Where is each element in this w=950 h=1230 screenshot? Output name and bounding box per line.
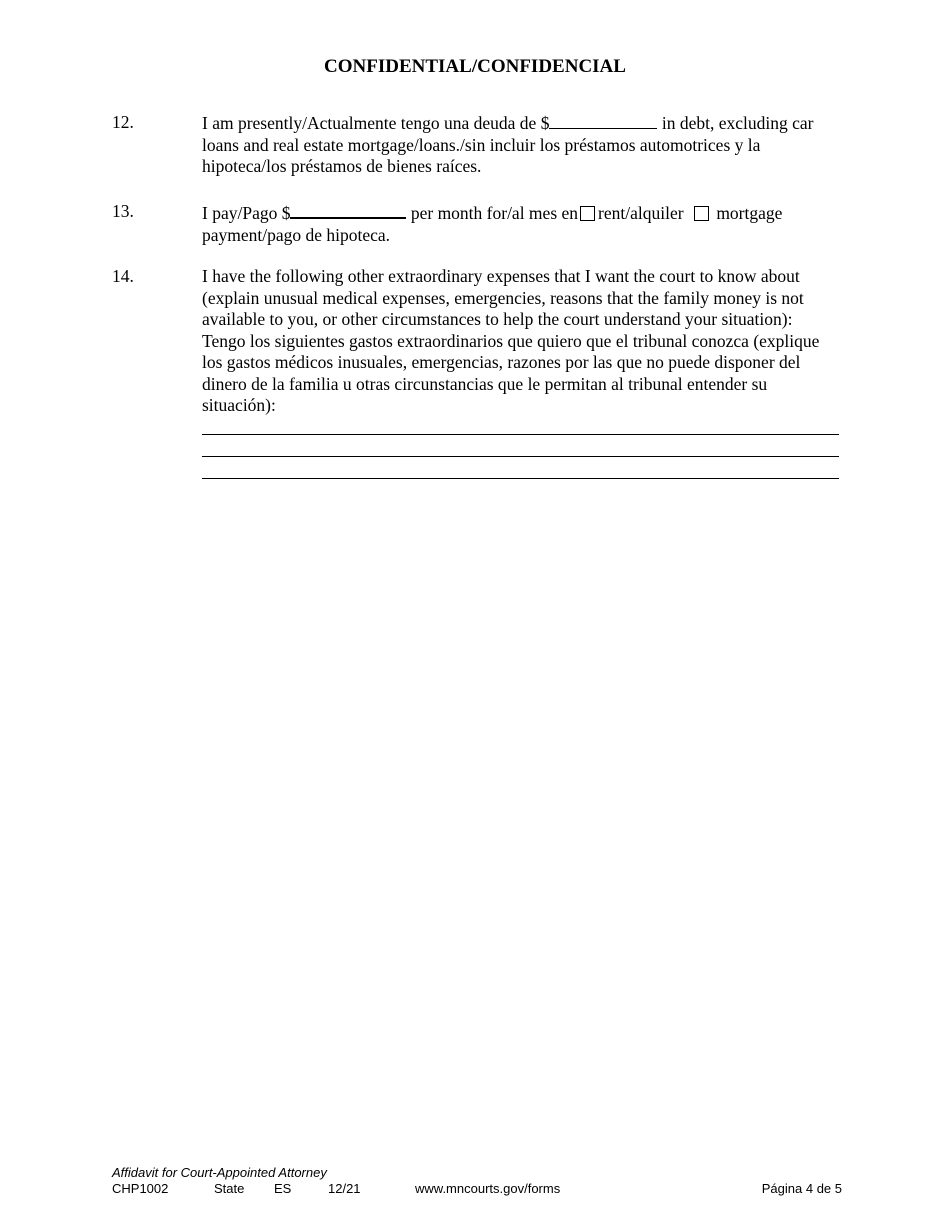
item-number: 13. [112,201,134,221]
write-line[interactable] [202,413,839,435]
rent-label: rent/alquiler [598,203,684,223]
footer-meta-row [112,1181,842,1197]
item-13-text-before: I pay/Pago $ [202,203,291,223]
item-13-text-middle: per month for/al mes en [406,203,579,223]
item-14-text-es: Tengo los siguientes gastos extraordinarios que quiero que el tribunal conozca (explique los gastos médicos inusuales, emergencias, razones por las que no puede disponer del dinero de la familia u otras circunstancias que le permitan al tribunal entender su situación): [202,330,820,415]
item-14-text-en: I have the following other extraordinary expenses that I want the court to know about (explain unusual medical expenses, emergencies, reasons that the family money is not available to you, or other circumstances to help the court understand your situation): [202,266,804,329]
form-code: CHP1002 [112,1181,169,1196]
rent-checkbox[interactable] [580,206,595,221]
item-number: 14. [112,266,134,286]
mortgage-label: mortgage payment/pago de hipoteca. [202,203,783,245]
item-text [202,266,842,479]
debt-amount-field[interactable] [549,112,657,129]
item-number: 12. [112,112,134,132]
write-line[interactable] [202,457,839,479]
form-date: 12/21 [328,1181,361,1196]
explanation-lines[interactable] [202,413,842,479]
item-12-text-after: in debt, excluding car loans and real estate mortgage/loans./sin incluir los préstamos automotrices y la hipoteca/los préstamos de bienes raíces. [202,113,814,176]
mortgage-checkbox[interactable] [694,206,709,221]
form-title: Affidavit for Court-Appointed Attorney [112,1165,327,1180]
forms-url-link[interactable]: www.mncourts.gov/forms [415,1181,561,1196]
form-type: State [214,1181,245,1196]
page-number: Página 4 de 5 [761,1181,842,1196]
item-text [202,201,842,246]
page-footer [112,1165,842,1197]
payment-amount-field[interactable] [290,201,406,219]
item-text [202,112,842,178]
page-header-confidential: CONFIDENTIAL/CONFIDENCIAL [324,56,626,77]
form-language: ES [274,1181,292,1196]
write-line[interactable] [202,435,839,457]
item-12-text-before: I am presently/Actualmente tengo una deuda de $ [202,113,550,133]
